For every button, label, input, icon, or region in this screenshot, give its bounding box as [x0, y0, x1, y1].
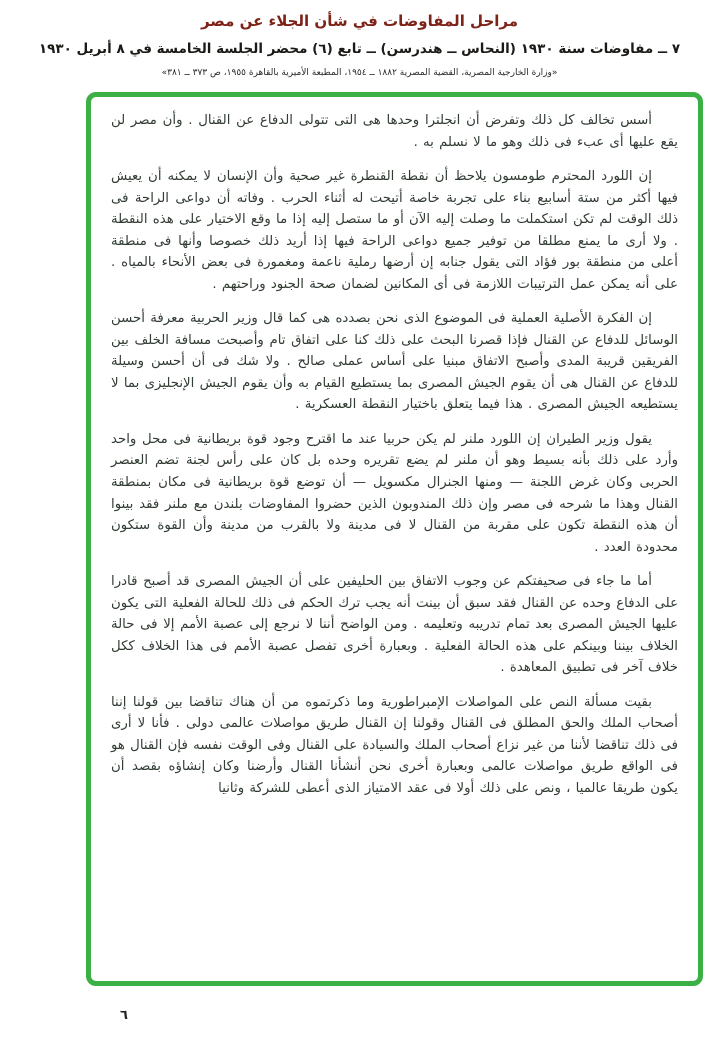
body-paragraph: إن اللورد المحترم طومسون يلاحظ أن نقطة القنطرة غير صحية وأن الإنسان لا يمكنه أن يعيش فيها أكثر من ستة أسابيع بناء على تجربة خاصة أتيحت له أثناء الحرب . وفاته أن دواعى الراحة فى ذلك الوقت لم تكن استكملت ما وصلت إليه الآن أو ما ستصل إليه إذا ما وقع الاختيار على هذه النقطة . ولا أرى ما يمنع مطلقا من توفير جميع دواعى الراحة فيها إذا أريد ذلك خصوصا وأنها فى منطقة أعلى من منطقة بور فؤاد التى يقول جنابه إن أرضها رملية ناعمة ومغمورة فى بعض الأنحاء بالمياه . على أنه يمكن عمل الترتيبات اللازمة فى أى المكانين لضمان صحة الجنود وراحتهم .: [111, 169, 678, 292]
green-border-text-box: [86, 92, 703, 986]
body-paragraph: أسس تخالف كل ذلك وتفرض أن انجلترا وحدها هى التى تتولى الدفاع عن القنال . وأن مصر لن يقع عليها أى عبء فى ذلك وهو ما لا نسلم به .: [111, 113, 678, 150]
page-number: ٦: [120, 1008, 128, 1023]
document-title: مراحل المفاوضات في شأن الجلاء عن مصر: [200, 12, 519, 30]
body-paragraph: إن الفكرة الأصلية العملية فى الموضوع الذى نحن بصدده هى كما قال وزير الحربية معرفة أحسن الوسائل للدفاع عن القنال فإذا قصرنا البحث على ذلك كنا على اتفاق تام وأصبحت مسافة الخلف بين الفريقين قريبة المدى وأصبح الاتفاق مبنيا على أساس عملى صالح . ولا شك فى أن أحسن وسيلة للدفاع عن القنال هى أن يقوم الجيش المصرى بما يستطيع القيام به وأن يقوم الجيش الإنجليزى بما لا يستطيعه الجيش المصرى . هذا فيما يتعلق باختيار النقطة العسكرية .: [111, 311, 678, 413]
source-citation: «وزارة الخارجية المصرية، القضية المصرية ١٨٨٢ ــ ١٩٥٤، المطبعة الأميرية بالقاهرة ١٩٥٥، ص ٣٧٣ ــ ٣٨١»: [161, 68, 558, 78]
body-paragraph: بقيت مسألة النص على المواصلات الإمبراطورية وما ذكرتموه من أن هناك تناقضا بين قولنا إننا أصحاب الملك والحق المطلق فى القنال وقولنا إن القنال طريق مواصلات عالمى دولى . فأنا لا أرى فى ذلك تناقضا لأننا من غير نزاع أصحاب الملك والسيادة على القنال وفى الوقت نفسه فإن القنال هو فى الواقع طريق مواصلات عالمى وبعبارة أخرى نحن أنشأنا القنال وأرضنا وكان إنشاؤه بقصد أن يكون طريقا عالميا ، ونص على ذلك أولا فى عقد الامتياز الذى أعطى للشركة وثانيا: [111, 694, 678, 796]
body-paragraph: أما ما جاء فى صحيفتكم عن وجوب الاتفاق بين الحليفين على أن الجيش المصرى قد أصبح قادرا على الدفاع وحده عن القنال فقد سبق أن بينت أنه يجب ترك الحكم فى ذلك للحالة الفعلية التى يكون عليها الجيش المصرى بعد تمام تدريبه وتعليمه . ومن الواضح أننا لا نرجع إلى عصبة الأمم إلا فى حالة الخلاف بيننا وبينكم على هذه الحالة الفعلية . وبعبارة أخرى تفصل عصبة الأمم فى هذا الخلاف ككل خلاف آخر فى تطبيق المعاهدة .: [111, 574, 678, 676]
document-subtitle: ٧ ــ مفاوضات سنة ١٩٣٠ (النحاس ــ هندرسن) ــ تابع (٦) محضر الجلسة الخامسة في ٨ أبريل ١٩٣٠: [38, 41, 681, 57]
body-paragraph: يقول وزير الطيران إن اللورد ملنر لم يكن حربيا عند ما اقترح وجود قوة بريطانية فى محل واحد وأرد على ذلك بأنه بسيط وهو أن ملنر لم يضع تقريره وحده بل كان على رأس لجنة تضم العنصر الحربى وكان غرض اللجنة — ومنها الجنرال مكسويل — أن توضع قوة بريطانية فى مكان بمنطقة القنال وهذا ما شرحه فى مصر وإن ذلك المندوبون الذين حضروا المفاوضات بلندن مع ملنر فقد بينوا أن هذه النقطة تكون على مقربة من القنال لا فى مدينة ولا بالقرب من مدينة وأن القوة ستكون محدودة العدد .: [111, 431, 678, 555]
page-header: [0, 0, 719, 78]
